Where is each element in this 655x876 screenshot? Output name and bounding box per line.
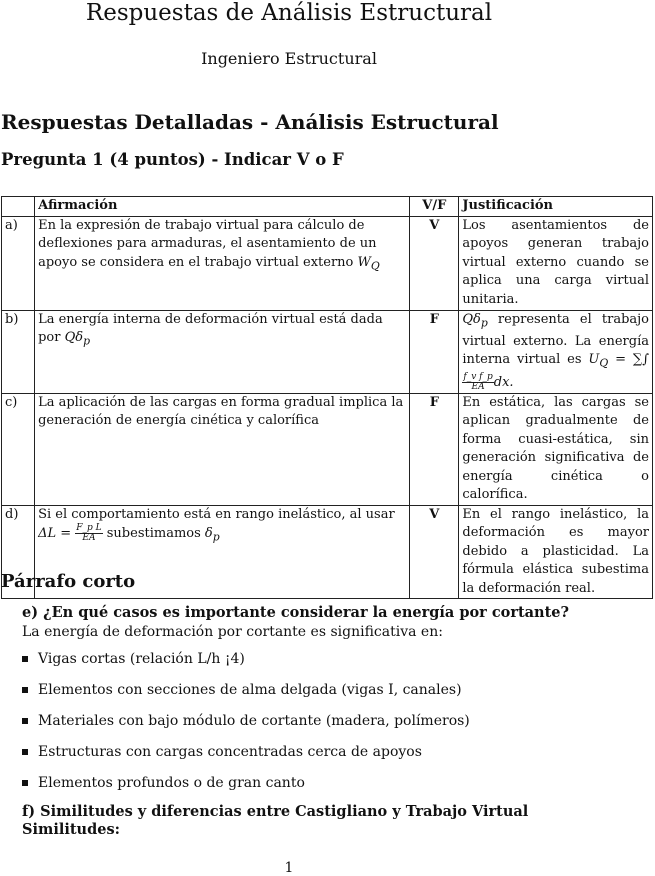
statement-text: La energía interna de deformación virtual está dada por bbox=[38, 311, 383, 345]
short-paragraph-title: Párrafo corto bbox=[1, 571, 136, 592]
fraction-denominator: EA bbox=[82, 533, 96, 544]
question-e-intro: La energía de deformación por cortante es significativa en: bbox=[22, 624, 443, 640]
question-f: f) Similitudes y diferencias entre Castigliano y Trabajo Virtual bbox=[22, 803, 529, 820]
justification-dx: dx. bbox=[493, 375, 514, 391]
list-item-text: Materiales con bajo módulo de cortante (madera, polímeros) bbox=[38, 713, 470, 729]
list-item bbox=[22, 774, 470, 805]
list-item bbox=[22, 650, 470, 681]
similarities-label: Similitudes: bbox=[22, 821, 120, 838]
bullet-icon bbox=[22, 656, 28, 662]
header-justification: Justificación bbox=[459, 197, 653, 217]
table-row bbox=[2, 216, 653, 310]
row-label: a) bbox=[2, 216, 35, 310]
bullet-icon bbox=[22, 687, 28, 693]
fraction-numerator: f_v f_p bbox=[463, 372, 493, 383]
table-row bbox=[2, 310, 653, 393]
row-vf: V bbox=[410, 505, 459, 599]
statement-sub: p bbox=[83, 334, 91, 348]
page-number: 1 bbox=[284, 860, 294, 876]
table-row bbox=[2, 393, 653, 505]
statement-math: W bbox=[357, 254, 371, 270]
row-vf: F bbox=[410, 310, 459, 393]
statement-sub: Q bbox=[370, 259, 380, 273]
fraction-numerator: F_p L bbox=[76, 523, 102, 534]
list-item bbox=[22, 681, 470, 712]
row-statement: La aplicación de las cargas en forma gradual implica la generación de energía cinética y calorífica bbox=[35, 393, 410, 505]
list-item-text: Estructuras con cargas concentradas cerca de apoyos bbox=[38, 744, 422, 760]
statement-math: Qδ bbox=[64, 330, 84, 345]
row-vf: V bbox=[410, 216, 459, 310]
row-label: b) bbox=[2, 310, 35, 393]
statement-fraction bbox=[75, 524, 102, 543]
row-vf: F bbox=[410, 393, 459, 505]
list-item-text: Elementos con secciones de alma delgada (vigas I, canales) bbox=[38, 682, 462, 698]
header-label-cell bbox=[2, 197, 35, 217]
justification-fraction bbox=[462, 373, 493, 392]
header-vf: V/F bbox=[410, 197, 459, 217]
row-label: d) bbox=[2, 505, 35, 599]
header-statement: Afirmación bbox=[35, 197, 410, 217]
statement-post: subestimamos bbox=[102, 526, 205, 542]
statement-text: Si el comportamiento está en rango inelástico, al usar bbox=[38, 506, 395, 522]
question-e: e) ¿En qué casos es importante considerar la energía por cortante? bbox=[22, 604, 570, 621]
row-label: c) bbox=[2, 393, 35, 505]
bullet-icon bbox=[22, 749, 28, 755]
row-statement bbox=[35, 310, 410, 393]
document-title: Respuestas de Análisis Estructural bbox=[85, 0, 493, 26]
row-statement bbox=[35, 216, 410, 310]
document-author: Ingeniero Estructural bbox=[201, 49, 377, 68]
bullet-icon bbox=[22, 780, 28, 786]
list-item bbox=[22, 743, 470, 774]
row-justification: Los asentamientos de apoyos generan trabajo virtual externo cuando se aplica una carga virtual unitaria. bbox=[459, 216, 653, 310]
justification-text: representa el trabajo virtual externo. La energía interna virtual es bbox=[462, 311, 649, 368]
justification-math: Qδ bbox=[462, 311, 481, 327]
statement-math: ΔL = bbox=[38, 526, 76, 542]
row-justification: En estática, las cargas se aplican gradualmente de forma cuasi-estática, sin generación significativa de energía cinética o calorífica. bbox=[459, 393, 653, 505]
statement-tail-sub: p bbox=[212, 530, 220, 544]
shear-cases-list bbox=[22, 650, 470, 805]
justification-sub: p bbox=[480, 316, 488, 330]
question1-title: Pregunta 1 (4 puntos) - Indicar V o F bbox=[1, 150, 344, 169]
statement-text: En la expresión de trabajo virtual para cálculo de deflexiones para armaduras, el asentamiento de un apoyo se considera en el trabajo virtual externo bbox=[38, 217, 377, 270]
statement-tail-math: δ bbox=[204, 526, 213, 542]
bullet-icon bbox=[22, 718, 28, 724]
row-justification: En el rango inelástico, la deformación es mayor debido a plasticidad. La fórmula elástica subestima la deformación real. bbox=[459, 505, 653, 599]
fraction-denominator: EA bbox=[471, 382, 485, 393]
justification-u-sub: Q bbox=[599, 356, 609, 370]
justification-u: U bbox=[588, 352, 600, 368]
section-title: Respuestas Detalladas - Análisis Estructural bbox=[1, 110, 499, 134]
list-item-text: Vigas cortas (relación L/h ¡4) bbox=[38, 651, 245, 667]
justification-eq: = ∑∫ bbox=[608, 352, 649, 368]
table-header-row bbox=[2, 197, 653, 217]
row-justification bbox=[459, 310, 653, 393]
list-item-text: Elementos profundos o de gran canto bbox=[38, 775, 305, 791]
true-false-table bbox=[1, 196, 653, 599]
list-item bbox=[22, 712, 470, 743]
